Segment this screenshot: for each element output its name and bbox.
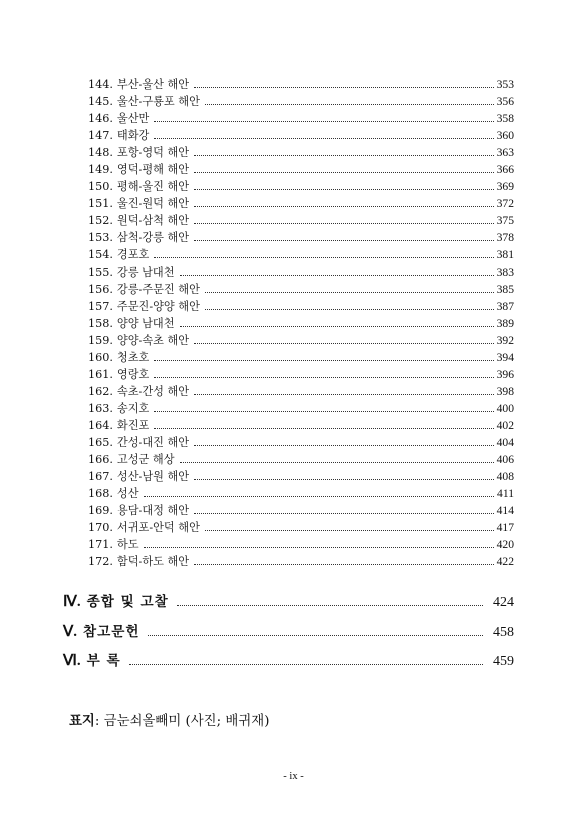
dot-leader xyxy=(177,605,483,606)
dot-leader xyxy=(180,275,494,276)
toc-entry-page: 417 xyxy=(496,521,514,535)
toc-entry xyxy=(88,93,514,110)
dot-leader xyxy=(194,343,494,344)
toc-entry xyxy=(88,161,514,178)
cover-text: 금눈쇠올빼미 (사진; 배귀재) xyxy=(103,714,270,729)
section-title: 참고문헌 xyxy=(83,623,140,640)
toc-entry-page: 385 xyxy=(496,282,514,296)
dot-leader xyxy=(205,530,494,531)
toc-entry-title: 성산-남원 해안 xyxy=(116,470,190,484)
toc-entry-page: 420 xyxy=(496,538,514,552)
toc-entry-number: 151. xyxy=(88,197,113,211)
toc-entry-page: 404 xyxy=(496,435,514,449)
dot-leader xyxy=(129,664,483,665)
toc-entry-title: 양양-속초 해안 xyxy=(116,333,190,347)
dot-leader xyxy=(205,292,494,293)
section-numeral: Ⅵ. xyxy=(63,653,81,669)
toc-entry-title: 강릉 남대천 xyxy=(116,265,175,279)
toc-entry-number: 155. xyxy=(88,265,113,279)
toc-entry-page: 396 xyxy=(496,367,514,381)
toc-entry-page: 406 xyxy=(496,453,514,467)
toc-entry-title: 주문진-양양 해안 xyxy=(116,299,200,313)
toc-entry-title: 서귀포-안덕 해안 xyxy=(116,521,200,535)
toc-entry-page: 372 xyxy=(496,197,514,211)
section-entry xyxy=(63,620,514,650)
section-page: 459 xyxy=(493,654,514,669)
toc-entry-number: 164. xyxy=(88,418,113,432)
dot-leader xyxy=(144,496,494,497)
toc-entry-number: 167. xyxy=(88,470,113,484)
toc-entry-number: 166. xyxy=(88,453,113,467)
toc-entry-number: 161. xyxy=(88,367,113,381)
toc-entry xyxy=(88,264,514,281)
toc-entry xyxy=(88,536,514,553)
toc-entry-page: 402 xyxy=(496,418,514,432)
dot-leader xyxy=(194,206,494,207)
toc-entry-page: 381 xyxy=(496,248,514,262)
toc-entry-page: 375 xyxy=(496,214,514,228)
toc-entry-page: 392 xyxy=(496,333,514,347)
toc-list xyxy=(88,76,514,570)
toc-entry xyxy=(88,349,514,366)
toc-entry-title: 울산-구룡포 해안 xyxy=(116,95,200,109)
dot-leader xyxy=(180,326,494,327)
toc-entry-title: 영덕-평해 해안 xyxy=(116,163,190,177)
toc-entry-number: 149. xyxy=(88,163,113,177)
section-numeral: Ⅴ. xyxy=(63,623,78,640)
toc-entry-title: 삼척-강릉 해안 xyxy=(116,231,190,245)
toc-entry-number: 148. xyxy=(88,146,113,160)
toc-entry-page: 387 xyxy=(496,299,514,313)
dot-leader xyxy=(194,564,494,565)
toc-entry-page: 408 xyxy=(496,470,514,484)
toc-entry-number: 153. xyxy=(88,231,113,245)
toc-entry xyxy=(88,281,514,298)
toc-entry-title: 태화강 xyxy=(116,129,150,143)
toc-entry-number: 159. xyxy=(88,333,113,347)
section-numeral: Ⅳ. xyxy=(63,594,81,610)
section-entry xyxy=(63,590,514,620)
toc-entry xyxy=(88,332,514,349)
toc-entry-title: 송지호 xyxy=(116,401,150,415)
toc-entry-title: 강릉-주문진 해안 xyxy=(116,282,200,296)
toc-entry-number: 162. xyxy=(88,384,113,398)
toc-entry xyxy=(88,178,514,195)
toc-entry-title: 울진-원덕 해안 xyxy=(116,197,190,211)
toc-entry-number: 150. xyxy=(88,180,113,194)
toc-entry xyxy=(88,315,514,332)
cover-separator: : xyxy=(94,714,104,729)
toc-entry-title: 포항-영덕 해안 xyxy=(116,146,190,160)
toc-entry-page: 366 xyxy=(496,163,514,177)
toc-entry-number: 156. xyxy=(88,282,113,296)
toc-entry-number: 171. xyxy=(88,538,113,552)
dot-leader xyxy=(154,138,493,139)
toc-entry-page: 358 xyxy=(496,112,514,126)
dot-leader xyxy=(194,223,494,224)
toc-entry xyxy=(88,434,514,451)
section-title: 부 록 xyxy=(86,653,121,669)
toc-entry-number: 145. xyxy=(88,95,113,109)
toc-entry-title: 용담-대정 해안 xyxy=(116,504,190,518)
toc-entry-number: 147. xyxy=(88,129,113,143)
toc-entry-title: 평해-울진 해안 xyxy=(116,180,190,194)
section-list xyxy=(63,590,514,679)
dot-leader xyxy=(205,309,494,310)
dot-leader xyxy=(194,445,494,446)
toc-entry xyxy=(88,383,514,400)
toc-entry-number: 172. xyxy=(88,555,113,569)
dot-leader xyxy=(154,377,493,378)
dot-leader xyxy=(154,428,493,429)
toc-entry-title: 속초-간성 해안 xyxy=(116,384,190,398)
toc-entry xyxy=(88,502,514,519)
toc-entry-page: 353 xyxy=(496,78,514,91)
toc-entry-title: 울산만 xyxy=(116,112,150,126)
dot-leader xyxy=(205,104,494,105)
toc-entry-page: 363 xyxy=(496,146,514,160)
dot-leader xyxy=(154,411,493,412)
dot-leader xyxy=(154,360,493,361)
toc-entry xyxy=(88,298,514,315)
dot-leader xyxy=(194,513,494,514)
toc-entry-number: 163. xyxy=(88,401,113,415)
toc-entry xyxy=(88,485,514,502)
dot-leader xyxy=(154,121,493,122)
toc-entry-number: 169. xyxy=(88,504,113,518)
toc-entry xyxy=(88,468,514,485)
toc-entry xyxy=(88,519,514,536)
section-page: 424 xyxy=(493,595,514,610)
dot-leader xyxy=(194,479,494,480)
toc-entry-title: 원덕-삼척 해안 xyxy=(116,214,190,228)
toc-entry-title: 고성군 해상 xyxy=(116,453,175,467)
dot-leader xyxy=(154,257,493,258)
toc-entry-page: 383 xyxy=(496,265,514,279)
toc-entry xyxy=(88,195,514,212)
toc-entry xyxy=(88,76,514,93)
toc-entry xyxy=(88,417,514,434)
dot-leader xyxy=(194,240,494,241)
toc-entry xyxy=(88,366,514,383)
toc-entry-number: 154. xyxy=(88,248,113,262)
toc-entry xyxy=(88,144,514,161)
toc-entry-number: 165. xyxy=(88,435,113,449)
toc-entry-number: 152. xyxy=(88,214,113,228)
toc-entry-number: 170. xyxy=(88,521,113,535)
toc-entry-number: 160. xyxy=(88,350,113,364)
toc-entry-number: 158. xyxy=(88,316,113,330)
toc-entry-page: 360 xyxy=(496,129,514,143)
dot-leader xyxy=(180,462,494,463)
toc-entry xyxy=(88,110,514,127)
toc-entry xyxy=(88,553,514,570)
dot-leader xyxy=(194,155,494,156)
toc-entry-title: 성산 xyxy=(116,487,139,501)
toc-entry-title: 함덕-하도 해안 xyxy=(116,555,190,569)
dot-leader xyxy=(194,394,494,395)
cover-caption xyxy=(69,710,269,729)
dot-leader xyxy=(194,172,494,173)
dot-leader xyxy=(194,189,494,190)
toc-entry-number: 168. xyxy=(88,487,113,501)
toc-entry-page: 356 xyxy=(496,95,514,109)
toc-entry-title: 간성-대진 해안 xyxy=(116,435,190,449)
toc-entry-page: 394 xyxy=(496,350,514,364)
toc-entry-title: 양양 남대천 xyxy=(116,316,175,330)
toc-entry-page: 389 xyxy=(496,316,514,330)
page-number: - ix - xyxy=(283,771,304,782)
toc-entry-page: 378 xyxy=(496,231,514,245)
dot-leader xyxy=(148,635,483,636)
section-page: 458 xyxy=(493,624,514,640)
toc-entry-number: 144. xyxy=(88,78,113,91)
toc-entry-title: 경포호 xyxy=(116,248,150,262)
toc-entry-number: 146. xyxy=(88,112,113,126)
toc-entry xyxy=(88,400,514,417)
toc-entry-title: 화진포 xyxy=(116,418,150,432)
dot-leader xyxy=(194,87,494,88)
toc-entry xyxy=(88,212,514,229)
toc-entry-page: 422 xyxy=(496,555,514,569)
toc-entry-page: 398 xyxy=(496,384,514,398)
toc-entry-page: 400 xyxy=(496,401,514,415)
toc-entry-page: 369 xyxy=(496,180,514,194)
toc-entry xyxy=(88,451,514,468)
section-entry xyxy=(63,649,514,679)
toc-entry-number: 157. xyxy=(88,299,113,313)
toc-entry-page: 411 xyxy=(497,487,514,501)
toc-entry-title: 부산-울산 해안 xyxy=(116,78,190,91)
dot-leader xyxy=(144,547,494,548)
toc-entry xyxy=(88,229,514,246)
toc-entry-title: 영랑호 xyxy=(116,367,150,381)
cover-label: 표지 xyxy=(69,713,95,729)
toc-entry-title: 청초호 xyxy=(116,350,150,364)
toc-entry xyxy=(88,127,514,144)
toc-entry-page: 414 xyxy=(496,504,514,518)
toc-entry xyxy=(88,246,514,263)
toc-entry-title: 하도 xyxy=(116,538,139,552)
section-title: 종합 및 고찰 xyxy=(86,594,169,610)
